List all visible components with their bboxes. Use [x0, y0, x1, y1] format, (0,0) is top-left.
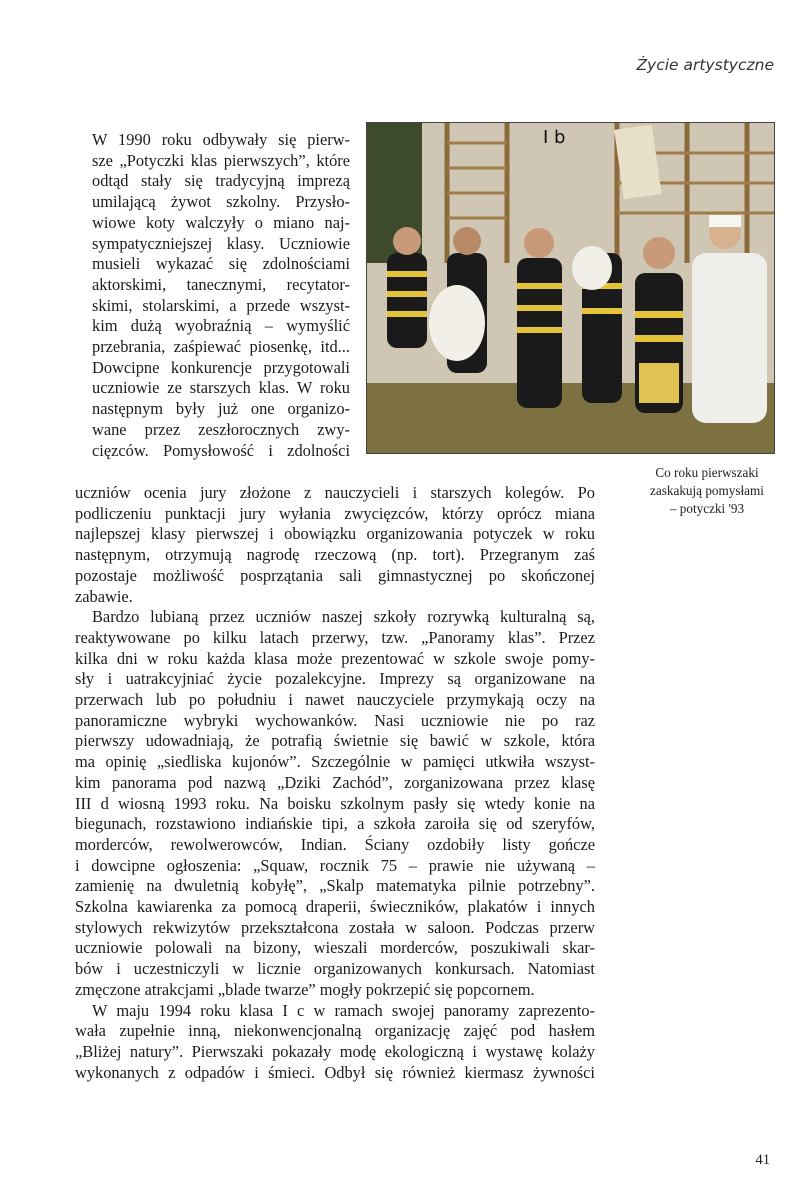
text-line: „Bliżej natury”. Pierwszaki pokazały modę ekologiczną i wystawę kolaży [75, 1041, 595, 1061]
photo-illustration [367, 123, 774, 453]
text-line: najlepszej klasy pierwszej i obowiązku organizowania potyczek w roku [75, 524, 595, 544]
photo-handwritten-label: I b [543, 127, 566, 148]
text-line: umilającą żywot szkolny. Przysło- [92, 192, 350, 212]
text-line: aktorskimi, tanecznymi, recytator- [92, 274, 350, 294]
text-line: podliczeniu punktacji jury wyłania zwycięzców, którzy oprócz miana [75, 503, 595, 523]
text-line: następnym były już one organizo- [92, 399, 350, 419]
photo-caption [612, 464, 802, 518]
text-line: Bardzo lubianą przez uczniów naszej szkoły rozrywką kulturalną są, [92, 607, 595, 627]
text-line: Dowcipne konkurencje przygotowali [92, 357, 350, 377]
text-line: bów i uczestniczyli w licznie organizowanych konkursach. Natomiast [75, 959, 595, 979]
text-line: reaktywowane po kilku latach przerwy, tzw. „Panoramy klas”. Przez [75, 627, 595, 647]
text-line: stylowych rekwizytów przekształcona została w saloon. Podczas przerw [75, 917, 595, 937]
text-line: biegunach, rozstawiono indiańskie tipi, a szkoła zaroiła się od szeryfów, [75, 814, 595, 834]
text-line: wane przez zeszłorocznych zwy- [92, 419, 350, 439]
text-line: musieli wykazać się zdolnościami [92, 254, 350, 274]
text-line: zmęczone atrakcjami „blade twarze” mogły pokrzepić się popcornem. [75, 979, 535, 999]
body-text-column [75, 483, 595, 1083]
text-line: wiowe koty walczyły o miano naj- [92, 212, 350, 232]
text-line: zabawie. [75, 586, 133, 606]
text-line: przerwach lub po południu i nawet nauczyciele przymykają oczy na [75, 690, 595, 710]
text-line: sympatyczniejszej klasy. Uczniowie [92, 233, 350, 253]
text-line: panoramiczne wybryki wychowanków. Nasi uczniowie nie po raz [75, 710, 595, 730]
text-line: uczniów ocenia jury złożone z nauczycieli i starszych kolegów. Po [75, 483, 595, 502]
running-header: Życie artystyczne [636, 56, 774, 74]
caption-line: – potyczki '93 [669, 501, 745, 516]
text-line: pierwszy udowadniają, że potrafią świetnie się bawić w szkole, która [75, 731, 595, 751]
bee-costume-photo [366, 122, 775, 454]
text-line: ma opinię „siedliska kujonów”. Szczególnie w pamięci utkwiła wszyst- [75, 752, 595, 772]
text-line: odtąd stały się tradycyjną imprezą [92, 171, 350, 191]
text-line: W 1990 roku odbywały się pierw- [92, 130, 350, 149]
caption-line: Co roku pierwszaki [655, 465, 759, 480]
text-line: sły i uatrakcyjniać życie pozalekcyjne. Imprezy są organizowane na [75, 669, 595, 689]
text-line: uczniowie ze starszych klas. W roku [92, 378, 350, 398]
page-number: 41 [755, 1152, 770, 1168]
text-line: kim panorama pod nazwą „Dziki Zachód”, zorganizowana przez klasę [75, 772, 595, 792]
text-line: przebrania, zaśpiewać piosenkę, itd... [92, 337, 350, 357]
text-line: pozostaje możliwość posprzątania sali gimnastycznej po skończonej [75, 565, 595, 585]
text-line: kilka dni w roku każda klasa może prezentować w szkole swoje pomy- [75, 648, 595, 668]
text-line: cięzców. Pomysłowość i zdolności [92, 440, 350, 460]
text-line: i dowcipne ogłoszenia: „Squaw, rocznik 75 – prawie nie używaną – [75, 855, 595, 875]
text-line: wykonanych z odpadów i śmieci. Odbył się również kiermasz żywności [75, 1062, 595, 1082]
caption-line: zaskakują pomysłami [650, 483, 764, 498]
text-line: III d wiosną 1993 roku. Na boisku szkolnym pasły się wtedy konie na [75, 793, 595, 813]
first-paragraph-column [92, 130, 350, 461]
text-line: kim dużą wyobraźnią – wymyślić [92, 316, 350, 336]
text-line: zamienię na dwuletnią kobyłę”, „Skalp matematyka pilnie potrzebny”. [75, 876, 595, 896]
text-line: wała zupełnie inną, niekonwencjonalną organizację zajęć pod hasłem [75, 1021, 595, 1041]
text-line: W maju 1994 roku klasa I c w ramach swojej panoramy zaprezento- [92, 1000, 595, 1020]
text-line: sze „Potyczki klas pierwszych”, które [92, 150, 350, 170]
text-line: skimi, stolarskimi, a przede wszyst- [92, 295, 350, 315]
text-line: uczniowie polowali na bizony, wieszali morderców, poszukiwali skar- [75, 938, 595, 958]
text-line: Szkolna kawiarenka za pomocą draperii, świeczników, plakatów i innych [75, 897, 595, 917]
text-line: następnym, otrzymują nagrodę rzeczową (np. tort). Przegranym zaś [75, 545, 595, 565]
text-line: morderców, rewolwerowców, Indian. Ściany ozdobiły listy gończe [75, 834, 595, 854]
